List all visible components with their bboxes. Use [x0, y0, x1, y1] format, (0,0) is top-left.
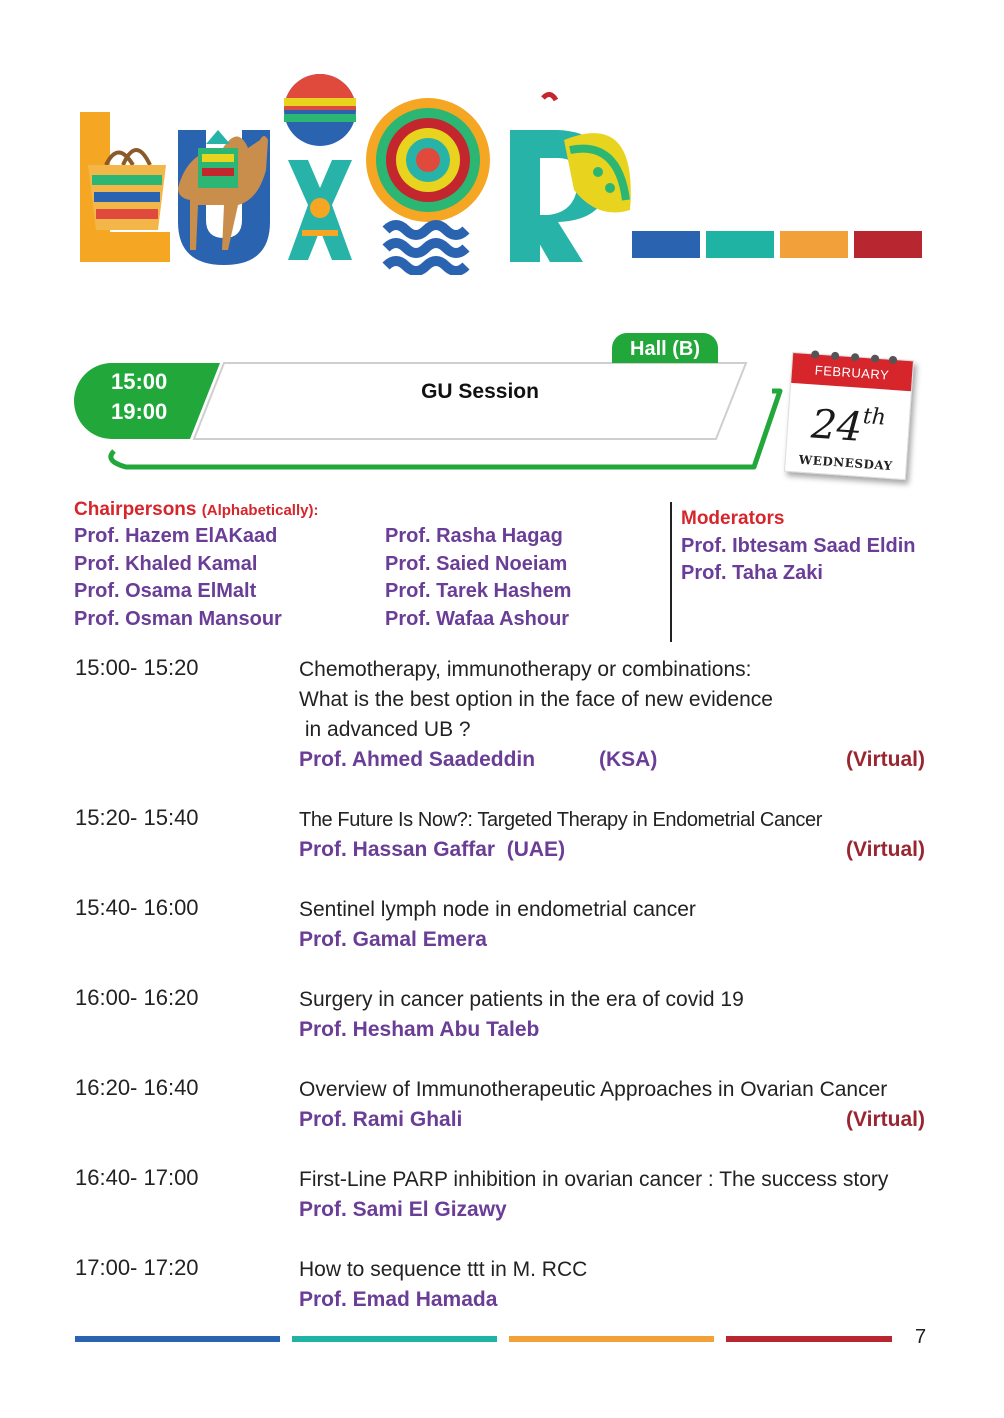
footer-color-bars — [75, 1336, 892, 1342]
color-bar-red — [854, 231, 922, 258]
program-topic-line: in advanced UB ? — [299, 718, 471, 741]
chairpersons-column-2 — [385, 523, 571, 633]
program-topic-line: First-Line PARP inhibition in ovarian cancer : The success story — [299, 1168, 889, 1191]
program-speaker — [299, 1195, 929, 1225]
program-time: 17:00- 17:20 — [75, 1255, 199, 1280]
header-color-bars — [632, 231, 922, 258]
program-item — [75, 1165, 930, 1225]
speaker-country: (KSA) — [599, 748, 658, 771]
chairperson-name: Prof. Osman Mansour — [74, 607, 282, 630]
footer-bar-teal — [292, 1336, 497, 1342]
program-time: 15:00- 15:20 — [75, 655, 199, 680]
program-speaker — [299, 1015, 929, 1045]
program-item — [75, 895, 930, 955]
chairperson-name: Prof. Saied Noeiam — [385, 552, 568, 575]
chairperson-name: Prof. Hazem ElAKaad — [74, 525, 278, 547]
footer-bar-orange — [509, 1336, 714, 1342]
speaker-name: Prof. Hassan Gaffar (UAE) — [299, 838, 566, 861]
calendar-weekday: WEDNESDAY — [798, 452, 894, 474]
chairperson-name: Prof. Khaled Kamal — [74, 552, 258, 575]
virtual-badge: (Virtual) — [846, 838, 925, 861]
speaker-name: Prof. Ahmed Saadeddin — [299, 748, 536, 771]
program-time: 15:20- 15:40 — [75, 805, 199, 830]
color-bar-orange — [780, 231, 848, 258]
chairperson-name: Prof. Wafaa Ashour — [385, 607, 570, 630]
virtual-badge: (Virtual) — [846, 1108, 925, 1131]
program-speaker — [299, 835, 929, 865]
calendar-day-suffix: th — [862, 404, 887, 431]
calendar-date — [784, 352, 914, 480]
program-speaker — [299, 925, 929, 955]
session-time-end: 19:00 — [111, 399, 168, 424]
program-time: 16:40- 17:00 — [75, 1165, 199, 1190]
chairperson-name: Prof. Tarek Hashem — [385, 580, 572, 602]
session-title: GU Session — [421, 380, 539, 403]
program-time: 15:40- 16:00 — [75, 895, 199, 920]
water-waves-icon — [386, 225, 466, 271]
program-topic-line: Overview of Immunotherapeutic Approaches in Ovarian Cancer — [299, 1078, 888, 1101]
program-time: 16:00- 16:20 — [75, 985, 199, 1010]
luxor-logo — [78, 70, 638, 275]
footer-bar-blue — [75, 1336, 280, 1342]
speaker-name: Prof. Hesham Abu Taleb — [299, 1018, 540, 1041]
program-speaker — [299, 1285, 929, 1315]
speaker-name: Prof. Sami El Gizawy — [299, 1198, 507, 1221]
program-topic-line: What is the best option in the face of new evidence — [299, 688, 773, 711]
program-item — [75, 1255, 930, 1315]
program-item — [75, 805, 930, 865]
ankh-figure-icon — [284, 74, 356, 260]
program-topic-line: Sentinel lymph node in endometrial cancer — [299, 898, 696, 921]
chairperson-name: Prof. Osama ElMalt — [74, 580, 257, 602]
program-item — [75, 1075, 930, 1135]
color-bar-teal — [706, 231, 774, 258]
program-topic-line: Surgery in cancer patients in the era of covid 19 — [299, 988, 744, 1011]
virtual-badge: (Virtual) — [846, 748, 925, 771]
moderator-name: Prof. Taha Zaki — [681, 562, 823, 584]
program-item — [75, 985, 930, 1045]
moderator-name: Prof. Ibtesam Saad Eldin — [681, 534, 916, 557]
column-divider — [670, 502, 672, 642]
chairpersons-column-1 — [74, 523, 282, 633]
speaker-name: Prof. Rami Ghali — [299, 1108, 463, 1131]
page-number: 7 — [915, 1326, 927, 1348]
program-time: 16:20- 16:40 — [75, 1075, 199, 1100]
hall-badge: Hall (B) — [612, 333, 718, 363]
program-item — [75, 655, 930, 775]
program-topic-line: Chemotherapy, immunotherapy or combinations: — [299, 658, 752, 681]
moderators-label: Moderators — [681, 508, 785, 529]
session-time — [76, 363, 216, 439]
moderators-block — [681, 505, 916, 588]
program-speaker — [299, 745, 929, 775]
chairperson-name: Prof. Rasha Hagag — [385, 525, 563, 547]
calendar-month: FEBRUARY — [791, 353, 913, 391]
program-speaker — [299, 1105, 929, 1135]
session-time-start: 15:00 — [111, 369, 168, 394]
footer-bar-red — [726, 1336, 892, 1342]
calendar-day: 24th — [809, 401, 887, 451]
color-bar-blue — [632, 231, 700, 258]
sun-disc-icon — [366, 98, 490, 222]
chairpersons-note: (Alphabetically): — [201, 502, 319, 519]
speaker-name: Prof. Emad Hamada — [299, 1288, 498, 1311]
chairpersons-label: Chairpersons (Alphabetically): — [74, 499, 319, 520]
program-topic-line: How to sequence ttt in M. RCC — [299, 1258, 588, 1281]
program-topic-line: The Future Is Now?: Targeted Therapy in Endometrial Cancer — [299, 809, 823, 831]
speaker-name: Prof. Gamal Emera — [299, 928, 487, 951]
